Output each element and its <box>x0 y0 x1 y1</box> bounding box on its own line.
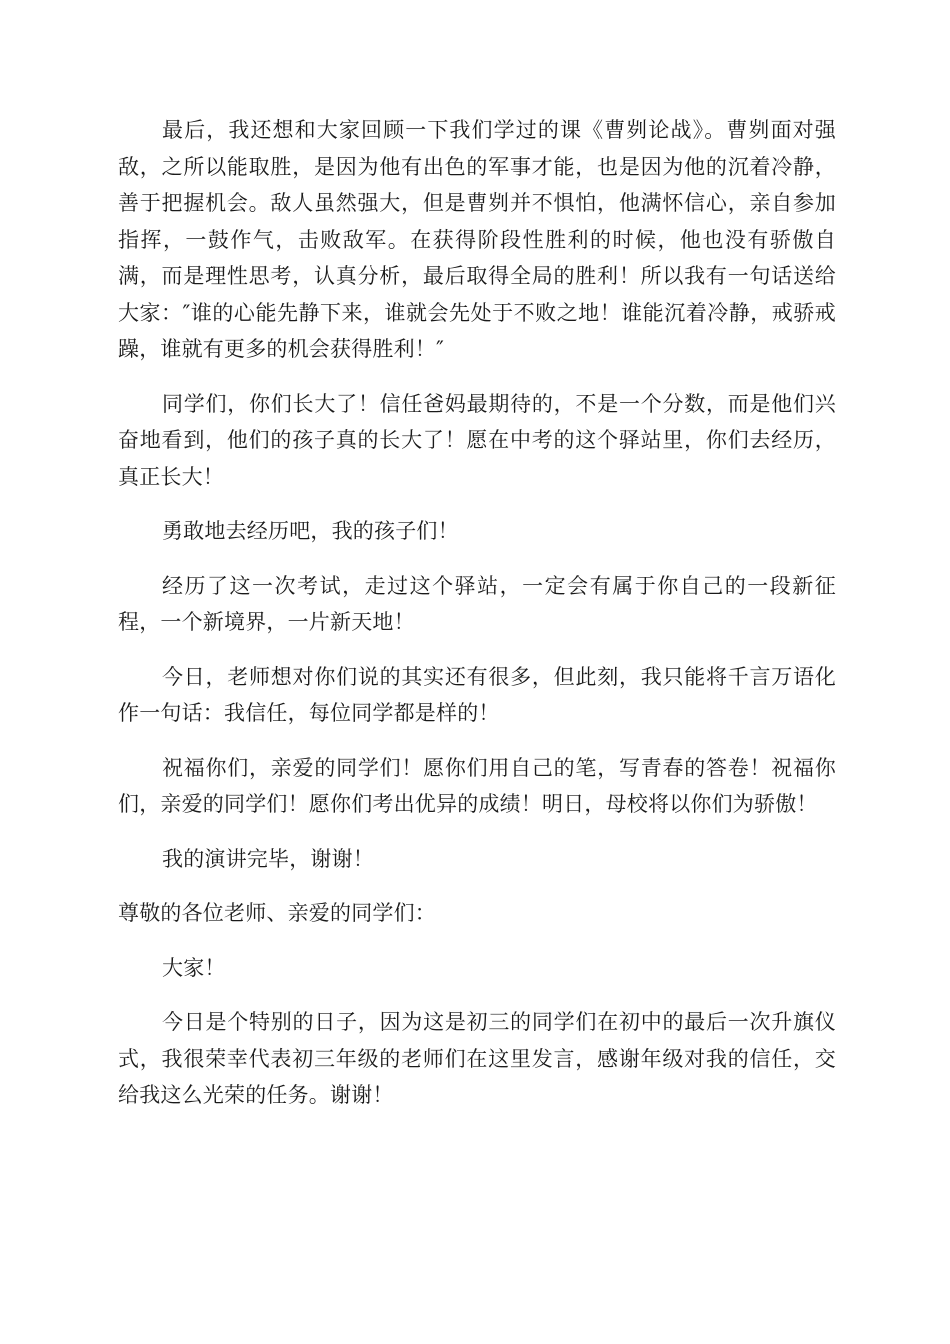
paragraph-speech-end: 我的演讲完毕，谢谢！ <box>162 846 374 871</box>
paragraph-teacher-words: 今日，老师想对你们说的其实还有很多，但此刻，我只能将千言万语化作一句话：我信任，每位同学都是样的！ <box>118 664 836 725</box>
paragraph-review-lesson: 最后，我还想和大家回顾一下我们学过的课《曹刿论战》。曹刿面对强敌，之所以能取胜，是因为他有出色的军事才能，也是因为他的沉着冷静，善于把握机会。敌人虽然强大，但是曹刿并不惧怕，他满怀信心，亲自参加指挥，一鼓作气，击败敌军。在获得阶段性胜利的时候，他也没有骄傲自满，而是理性思考，认真分析，最后取得全局的胜利！所以我有一句话送给大家：″谁的心能先静下来，谁就会先处于不败之地！谁能沉着冷静，戒骄戒躁，谁就有更多的机会获得胜利！″ <box>118 118 836 361</box>
paragraph-greeting: 大家！ <box>162 955 226 980</box>
paragraph-new-journey: 经历了这一次考试，走过这个驿站，一定会有属于你自己的一段新征程，一个新境界，一片新天地！ <box>118 573 836 634</box>
paragraph-special-day: 今日是个特别的日子，因为这是初三的同学们在初中的最后一次升旗仪式，我很荣幸代表初三年级的老师们在这里发言，感谢年级对我的信任，交给我这么光荣的任务。谢谢！ <box>118 1010 836 1107</box>
paragraph-you-grew-up: 同学们，你们长大了！信任爸妈最期待的，不是一个分数，而是他们兴奋地看到，他们的孩子真的长大了！愿在中考的这个驿站里，你们去经历，真正长大！ <box>118 391 836 489</box>
document-page <box>118 112 836 1132</box>
paragraph-blessings: 祝福你们，亲爱的同学们！愿你们用自己的笔，写青春的答卷！祝福你们，亲爱的同学们！愿你们考出优异的成绩！明日，母校将以你们为骄傲！ <box>118 755 836 816</box>
paragraph-brave-experience: 勇敢地去经历吧，我的孩子们！ <box>162 519 459 543</box>
paragraph-salutation: 尊敬的各位老师、亲爱的同学们： <box>118 901 436 925</box>
